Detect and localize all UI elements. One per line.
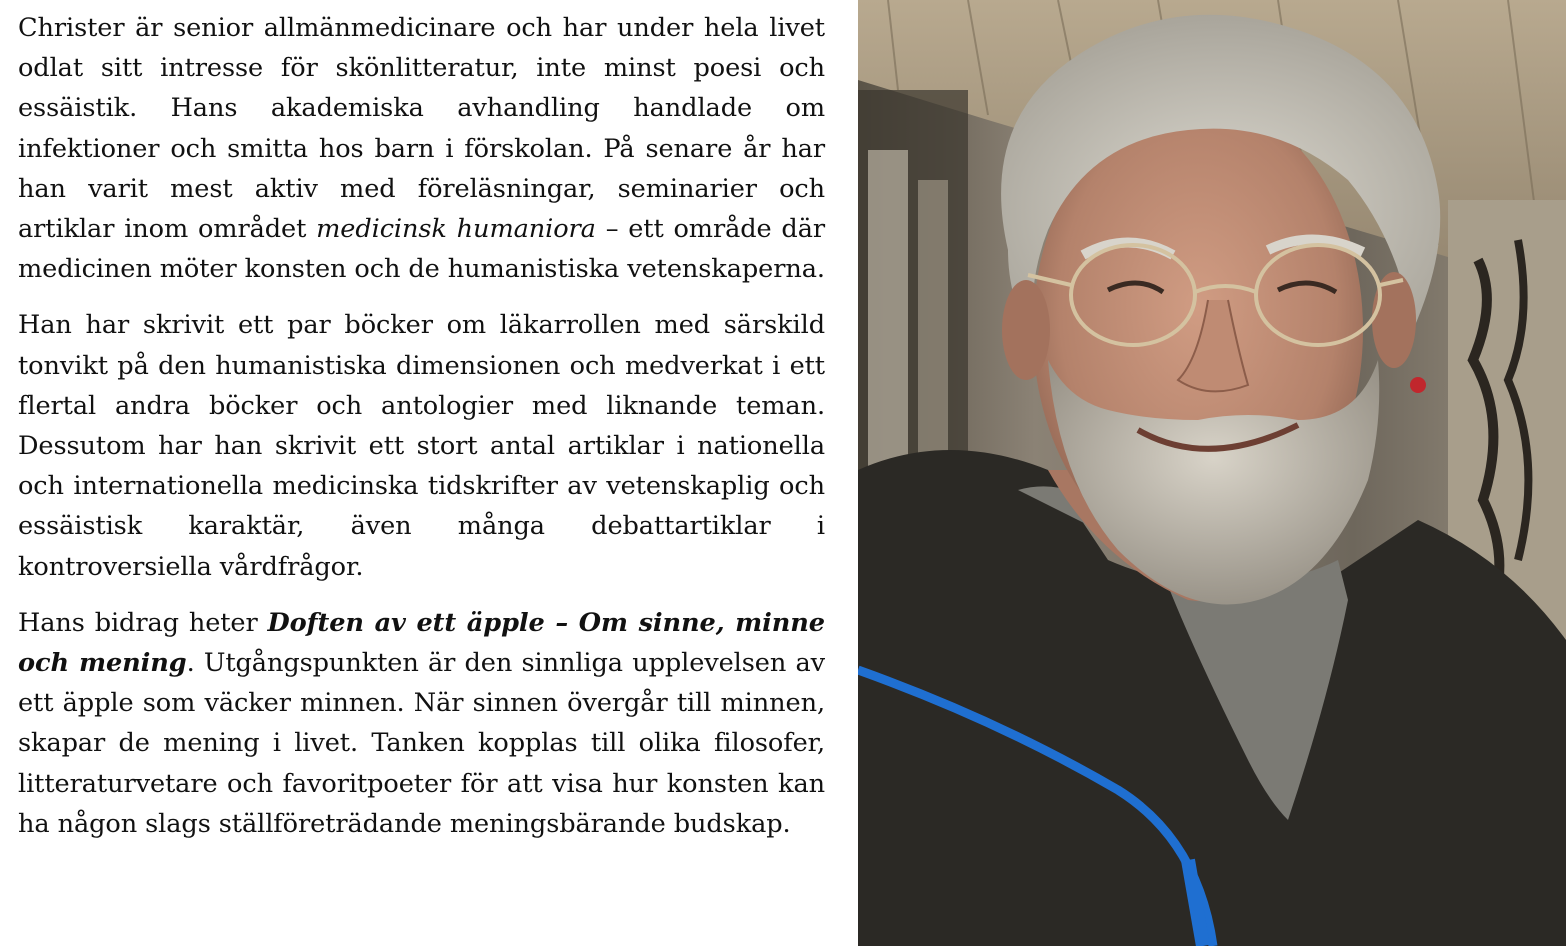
bio-paragraph-3 [18, 603, 825, 844]
bio-p3-text: Hans bidrag heter [18, 607, 268, 638]
bio-paragraph-2: Han har skrivit ett par böcker om läkarrollen med särskild tonvikt på den humanistiska dimensionen och medverkat i ett flertal andra böcker och antologier med liknande teman. Dessutom har han skrivit ett stort antal artiklar i nationella och internationella medicinska tidskrifter av vetenskaplig och essäistisk karaktär, även många debattartiklar i kontroversiella vårdfrågor. [18, 310, 825, 582]
bio-p1-text: Christer är senior allmänmedicinare och har under hela livet odlat sitt intresse för skönlitteratur, inte minst poesi och essäistik. Hans akademiska avhandling handlade om infektioner och smitta hos barn i förskolan. På senare år har han varit mest aktiv med föreläsningar, seminarier och artiklar inom området [18, 13, 825, 245]
bio-text [18, 8, 825, 860]
bio-paragraph-1 [18, 8, 825, 289]
field-name-italic: medicinsk humaniora [316, 214, 596, 245]
contribution-title: Doften av ett äpple – Om sinne, minne och mening [18, 607, 825, 679]
bio-p3-text-end: . Utgångspunkten är den sinnliga upplevelsen av ett äpple som väcker minnen. När sinnen övergår till minnen, skapar de mening i livet. Tanken kopplas till olika filosofer, litteraturvetare och favoritpoeter för att visa hur konsten kan ha någon slags ställföreträdande meningsbärande budskap. [18, 648, 825, 839]
bio-p1-text-end: – ett område där medicinen möter konsten och de humanistiska vetenskaperna. [18, 214, 826, 285]
portrait-photo [858, 0, 1566, 946]
